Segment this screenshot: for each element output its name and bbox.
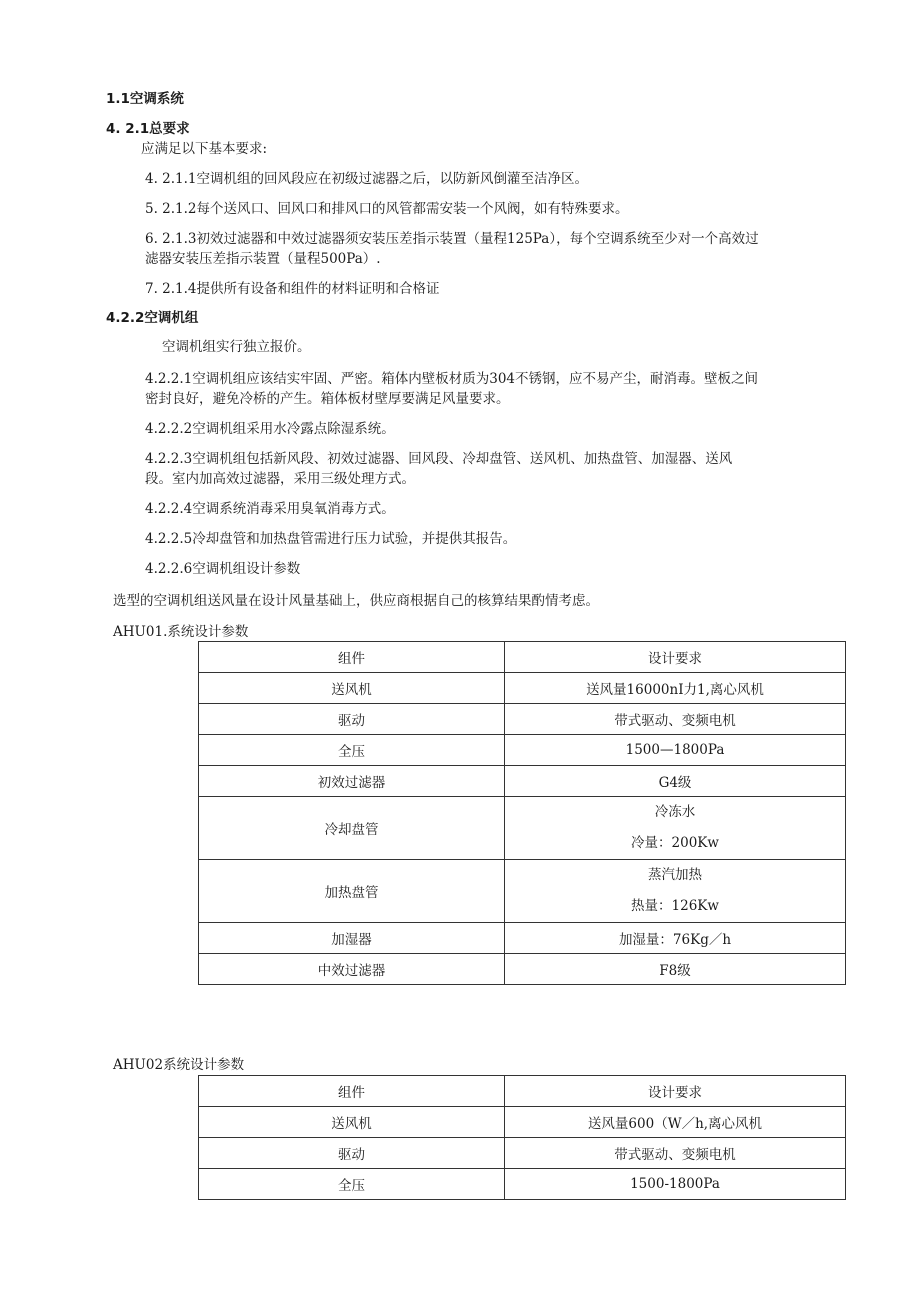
ahu-item: 4.2.2.6空调机组设计参数: [145, 561, 301, 577]
ahu-item: 4.2.2.2空调机组采用水冷露点除湿系统。: [145, 421, 395, 437]
req-item: 7. 2.1.4提供所有设备和组件的材料证明和合格证: [145, 281, 440, 297]
component-cell: 驱动: [199, 704, 505, 735]
requirement-cell: 送风量16000nI力1,离心风机: [505, 673, 846, 704]
table-row: [199, 1107, 846, 1138]
requirement-cell: 带式驱动、变频电机: [505, 704, 846, 735]
requirement-line: 蒸汽加热: [648, 867, 702, 883]
ahu-item: 4.2.2.5冷却盘管和加热盘管需进行压力试验，并提供其报告。: [145, 531, 517, 547]
table-row: [199, 954, 846, 985]
requirement-cell: [505, 860, 846, 923]
table-row: [199, 797, 846, 860]
header-cell: 组件: [199, 642, 505, 673]
ahu-item: 4.2.2.4空调系统消毒采用臭氧消毒方式。: [145, 501, 395, 517]
component-cell: 全压: [199, 1169, 505, 1200]
component-cell: 中效过滤器: [199, 954, 505, 985]
ahu-item: 4.2.2.3空调机组包括新风段、初效过滤器、回风段、冷却盘管、送风机、加热盘管、加湿器、送风: [145, 451, 733, 467]
requirement-cell: 送风量600（W／h,离心风机: [505, 1107, 846, 1138]
requirement-line: 冷冻水: [654, 804, 696, 820]
component-cell: 送风机: [199, 673, 505, 704]
ahu-item: 4.2.2.1空调机组应该结实牢固、严密。箱体内壁板材质为304不锈钢，应不易产尘，耐消毒。壁板之间: [145, 371, 758, 387]
component-cell: 送风机: [199, 1107, 505, 1138]
component-cell: 初效过滤器: [199, 766, 505, 797]
requirement-cell: 加湿量：76Kg／h: [505, 923, 846, 954]
table-row: [199, 923, 846, 954]
component-cell: 全压: [199, 735, 505, 766]
req-item-continued: 滤器安装压差指示装置（量程500Pa）.: [145, 251, 381, 267]
heading-1-1: 1.1空调系统: [106, 91, 184, 107]
table-row: [199, 735, 846, 766]
ahu-quote-text: 空调机组实行独立报价。: [162, 339, 311, 355]
req-item: 4. 2.1.1空调机组的回风段应在初级过滤器之后，以防新风倒灌至洁净区。: [145, 171, 589, 187]
component-cell: 冷却盘管: [199, 797, 505, 860]
ahu-item-continued: 段。室内加高效过滤器，采用三级处理方式。: [145, 471, 415, 487]
intro-text: 应满足以下基本要求:: [141, 141, 268, 157]
header-cell: 组件: [199, 1076, 505, 1107]
table-header-row: [199, 1076, 846, 1107]
table-row: [199, 704, 846, 735]
requirement-line: 冷量：200Kw: [631, 835, 719, 851]
requirement-cell: [505, 797, 846, 860]
heading-4-2-2: 4.2.2空调机组: [106, 310, 199, 326]
header-cell: 设计要求: [505, 1076, 846, 1107]
selection-note: 选型的空调机组送风量在设计风量基础上，供应商根据自己的核算结果酌情考虑。: [113, 593, 599, 609]
table-row: [199, 766, 846, 797]
ahu01-spec-table: [198, 641, 846, 985]
table1-caption: AHU01.系统设计参数: [113, 624, 249, 640]
req-item: 6. 2.1.3初效过滤器和中效过滤器须安装压差指示装置（量程125Pa），每个空调系统至少对一个高效过: [145, 231, 759, 247]
ahu-item-continued: 密封良好，避免冷桥的产生。箱体板材壁厚要满足风量要求。: [145, 391, 510, 407]
table-row: [199, 673, 846, 704]
requirement-cell: 1500-1800Pa: [505, 1169, 846, 1200]
table-row: [199, 860, 846, 923]
component-cell: 驱动: [199, 1138, 505, 1169]
component-cell: 加湿器: [199, 923, 505, 954]
requirement-cell: 带式驱动、变频电机: [505, 1138, 846, 1169]
table2-caption: AHU02系统设计参数: [113, 1057, 245, 1073]
requirement-cell: 1500—1800Pa: [505, 735, 846, 766]
req-item: 5. 2.1.2每个送风口、回风口和排风口的风管都需安装一个风阀，如有特殊要求。: [145, 201, 629, 217]
requirement-cell: F8级: [505, 954, 846, 985]
table-header-row: [199, 642, 846, 673]
requirement-line: 热量：126Kw: [631, 898, 719, 914]
table-row: [199, 1138, 846, 1169]
table-row: [199, 1169, 846, 1200]
component-cell: 加热盘管: [199, 860, 505, 923]
heading-4-2-1: 4. 2.1总要求: [106, 121, 190, 137]
ahu02-spec-table: [198, 1075, 846, 1200]
header-cell: 设计要求: [505, 642, 846, 673]
requirement-cell: G4级: [505, 766, 846, 797]
